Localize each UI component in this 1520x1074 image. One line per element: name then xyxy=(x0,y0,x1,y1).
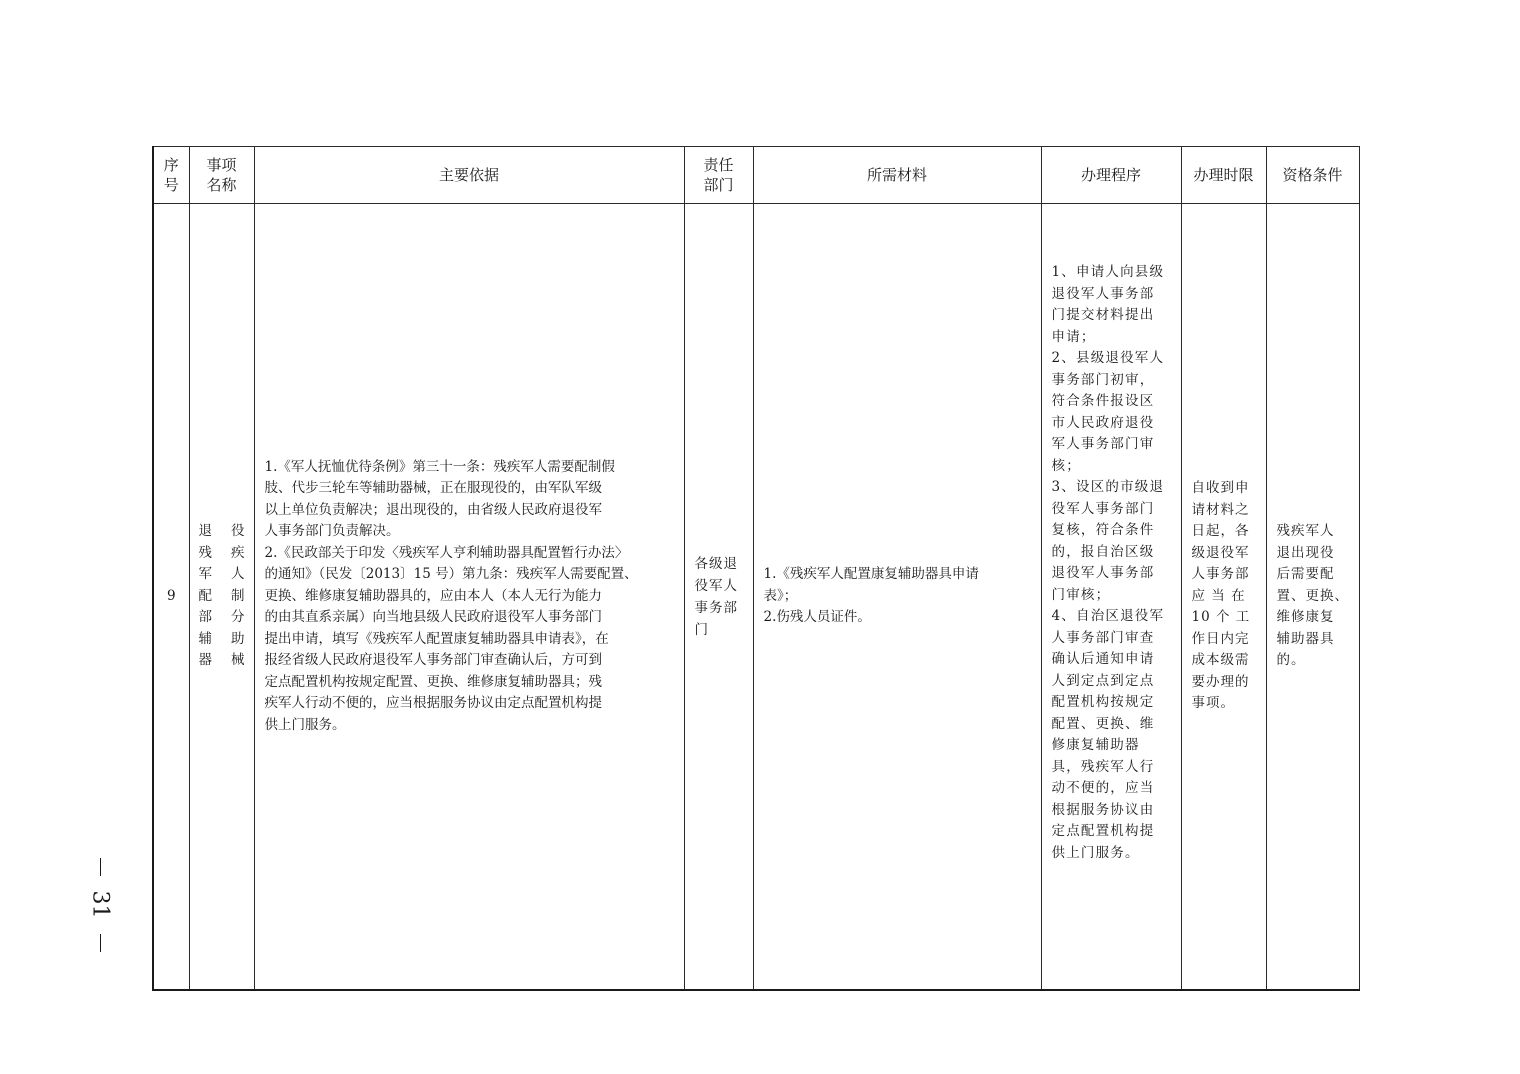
process-line: 人事务部门审查 xyxy=(1051,629,1155,646)
basis-line: 的由其直系亲属）向当地县级人民政府退役军人事务部门 xyxy=(264,609,602,626)
conditions-line: 辅助器具 xyxy=(1276,630,1335,647)
item-name-line: 器 械 xyxy=(198,652,245,669)
page-number-dash-top xyxy=(100,858,101,876)
process-line: 役军人事务部门 xyxy=(1051,500,1155,517)
header-dept-line-2: 部门 xyxy=(703,176,734,194)
process-line: 1、申请人向县级 xyxy=(1051,264,1165,280)
page-number-text: 31 xyxy=(87,890,113,919)
conditions-line: 置、更换、 xyxy=(1276,587,1349,604)
time-limit-line: 人事务部 xyxy=(1191,566,1250,583)
header-process: 办理程序 xyxy=(1041,147,1181,204)
cell-basis xyxy=(254,204,684,991)
cell-item-name xyxy=(189,204,254,991)
dept-line: 门 xyxy=(694,621,709,638)
process-line: 人到定点到定点 xyxy=(1051,672,1155,689)
process-line: 核； xyxy=(1051,457,1081,474)
basis-line: 供上门服务。 xyxy=(264,716,346,733)
header-conditions: 资格条件 xyxy=(1266,147,1359,204)
header-seq-line-1: 序 xyxy=(163,156,179,174)
header-dept-line-1: 责任 xyxy=(703,156,734,174)
conditions-line: 维修康复 xyxy=(1276,609,1335,626)
process-line: 配置机构按规定 xyxy=(1051,694,1155,710)
basis-lines xyxy=(265,457,676,737)
process-line: 军人事务部门审 xyxy=(1051,436,1155,452)
time-limit-line: 自收到申 xyxy=(1191,480,1250,497)
conditions-lines xyxy=(1277,521,1351,672)
service-items-table xyxy=(152,146,1360,991)
process-line: 根据服务协议由 xyxy=(1051,801,1155,818)
header-basis: 主要依据 xyxy=(254,147,684,204)
item-name-line: 配 制 xyxy=(198,587,245,604)
process-line: 供上门服务。 xyxy=(1051,844,1140,861)
conditions-line: 的。 xyxy=(1276,652,1306,669)
header-dept xyxy=(684,147,753,204)
item-name-line: 军 人 xyxy=(198,566,245,583)
process-line: 配置、更换、维 xyxy=(1051,715,1155,732)
header-name xyxy=(189,147,254,204)
table-header-row xyxy=(153,147,1359,204)
cell-conditions xyxy=(1266,204,1359,991)
time-limit-line: 成本级需 xyxy=(1191,652,1250,669)
basis-line: 肢、代步三轮车等辅助器械，正在服现役的，由军队军级 xyxy=(264,480,602,497)
cell-time-limit xyxy=(1181,204,1266,991)
basis-line: 疾军人行动不便的，应当根据服务协议由定点配置机构提 xyxy=(264,695,602,712)
time-limit-line: 10 个 工 xyxy=(1191,609,1251,626)
time-limit-line: 要办理的 xyxy=(1191,673,1250,690)
materials-line: 1.《残疾军人配置康复辅助器具申请 xyxy=(763,566,979,583)
item-name-line: 辅 助 xyxy=(198,630,245,647)
process-line: 申请； xyxy=(1051,328,1096,345)
basis-line: 定点配置机构按规定配置、更换、维修康复辅助器具；残 xyxy=(264,673,602,690)
basis-line: 更换、维修康复辅助器具的，应由本人（本人无行为能力 xyxy=(264,587,602,604)
dept-line: 事务部 xyxy=(694,599,738,616)
item-name-line: 残 疾 xyxy=(198,544,245,561)
item-name-lines xyxy=(199,521,245,672)
conditions-line: 后需要配 xyxy=(1276,566,1335,583)
conditions-line: 退出现役 xyxy=(1276,544,1335,561)
dept-line: 各级退 xyxy=(694,555,738,572)
dept-lines xyxy=(695,553,745,641)
cell-seq: 9 xyxy=(153,204,189,991)
process-line: 具，残疾军人行 xyxy=(1051,758,1155,775)
cell-dept xyxy=(684,204,753,991)
time-limit-lines xyxy=(1192,478,1258,715)
process-line: 定点配置机构提 xyxy=(1051,823,1155,839)
cell-materials xyxy=(753,204,1041,991)
process-line: 修康复辅助器 xyxy=(1051,737,1140,753)
process-line: 4、自治区退役军 xyxy=(1051,608,1165,624)
process-line: 市人民政府退役 xyxy=(1051,414,1155,431)
process-line: 的，报自治区级 xyxy=(1051,543,1155,560)
process-lines xyxy=(1052,262,1173,864)
cell-process xyxy=(1041,204,1181,991)
time-limit-line: 事项。 xyxy=(1191,695,1235,712)
item-name-line: 部 分 xyxy=(198,609,245,626)
process-line: 退役军人事务部 xyxy=(1051,565,1155,581)
time-limit-line: 请材料之 xyxy=(1191,501,1250,518)
dept-line: 役军人 xyxy=(694,577,738,594)
header-name-line-1: 事项 xyxy=(206,156,237,174)
header-time-limit: 办理时限 xyxy=(1181,147,1266,204)
process-line: 3、设区的市级退 xyxy=(1051,479,1165,495)
basis-line: 人事务部门负责解决。 xyxy=(264,523,400,540)
header-name-line-2: 名称 xyxy=(206,176,237,194)
header-seq-line-2: 号 xyxy=(163,176,179,194)
process-line: 复核，符合条件 xyxy=(1051,522,1155,538)
time-limit-line: 级退役军 xyxy=(1191,544,1250,561)
item-name-line: 退 役 xyxy=(198,523,245,540)
basis-line: 报经省级人民政府退役军人事务部门审查确认后，方可到 xyxy=(264,652,602,669)
process-line: 门审核； xyxy=(1051,586,1111,603)
header-seq xyxy=(153,147,189,204)
process-line: 确认后通知申请 xyxy=(1051,651,1155,667)
basis-line: 2.《民政部关于印发〈残疾军人亨利辅助器具配置暂行办法〉 xyxy=(264,544,629,561)
basis-line: 的通知》（民发〔2013〕15 号）第九条：残疾军人需要配置、 xyxy=(264,566,638,583)
materials-line: 2.伤残人员证件。 xyxy=(763,609,871,626)
process-line: 2、县级退役军人 xyxy=(1051,350,1165,366)
materials-lines xyxy=(764,564,1033,629)
process-line: 符合条件报设区 xyxy=(1051,393,1155,409)
process-line: 事务部门初审， xyxy=(1051,371,1155,388)
time-limit-line: 作日内完 xyxy=(1191,630,1250,647)
basis-line: 1.《军人抚恤优待条例》第三十一条：残疾军人需要配制假 xyxy=(264,458,615,475)
materials-line: 表》； xyxy=(763,587,798,604)
table-row xyxy=(153,204,1359,991)
process-line: 退役军人事务部 xyxy=(1051,285,1155,302)
basis-line: 以上单位负责解决；退出现役的，由省级人民政府退役军 xyxy=(264,501,602,518)
page-number xyxy=(84,858,118,958)
time-limit-line: 应 当 在 xyxy=(1191,587,1246,604)
basis-line: 提出申请，填写《残疾军人配置康复辅助器具申请表》，在 xyxy=(264,630,609,647)
header-materials: 所需材料 xyxy=(753,147,1041,204)
conditions-line: 残疾军人 xyxy=(1276,523,1335,540)
process-line: 门提交材料提出 xyxy=(1051,307,1155,323)
process-line: 动不便的，应当 xyxy=(1051,780,1155,796)
page-number-dash-bottom xyxy=(100,934,101,952)
time-limit-line: 日起，各 xyxy=(1191,523,1250,540)
